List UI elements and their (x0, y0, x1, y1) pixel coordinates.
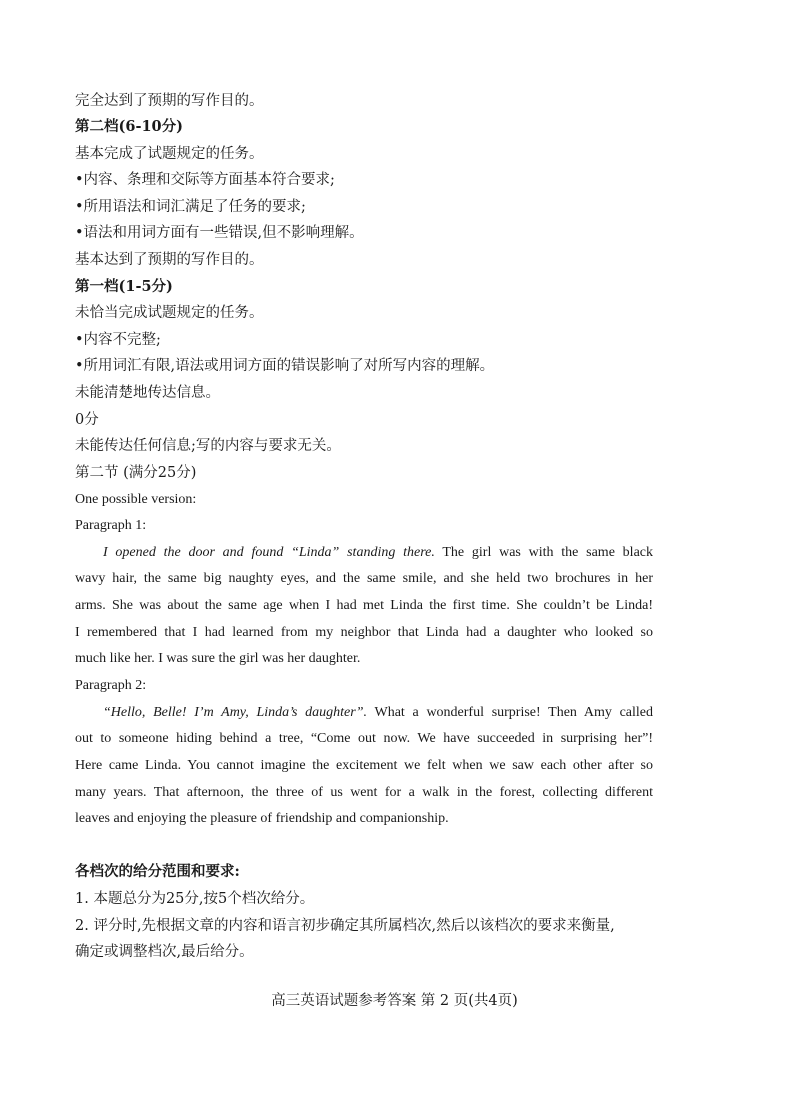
paragraph-2-line: “Hello, Belle! I’m Amy, Linda’s daughter”. What a wonderful surprise! Then Amy called (103, 705, 654, 720)
text-line: 未能清楚地传达信息。 (75, 385, 220, 401)
text-line: 基本达到了预期的写作目的。 (75, 252, 264, 268)
paragraph-2-line: Here came Linda. You cannot imagine the excitement we felt when we saw each other after so (75, 758, 653, 773)
scoring-heading: 各档次的给分范围和要求: (75, 863, 240, 880)
paragraph-2-label: Paragraph 2: (75, 678, 147, 693)
text-line: 基本完成了试题规定的任务。 (75, 146, 264, 162)
paragraph-2-line: many years. That afternoon, the three of us went for a walk in the forest, collecting different (75, 785, 653, 800)
paragraph-1-line: much like her. I was sure the girl was her daughter. (75, 651, 361, 666)
bullet-item: •内容不完整; (75, 332, 161, 348)
paragraph-1-label: Paragraph 1: (75, 518, 147, 533)
section-heading-tier-2: 第二档(6-10分) (75, 118, 184, 135)
version-label: One possible version: (75, 492, 197, 507)
bullet-item: •所用语法和词汇满足了任务的要求; (75, 199, 306, 215)
section-heading-tier-1: 第一档(1-5分) (75, 278, 173, 295)
bullet-item: •所用词汇有限,语法或用词方面的错误影响了对所写内容的理解。 (75, 358, 495, 374)
paragraph-2-line: leaves and enjoying the pleasure of friendship and companionship. (75, 811, 449, 826)
text-line: 完全达到了预期的写作目的。 (75, 93, 264, 109)
paragraph-1-line: arms. She was about the same age when I had met Linda the first time. She couldn’t be Linda! (75, 598, 653, 613)
paragraph-1-line: wavy hair, the same big naughty eyes, and the same smile, and she held two brochures in her (75, 571, 653, 586)
text-line: 未能传达任何信息;写的内容与要求无关。 (75, 438, 341, 454)
italic-opening: “Hello, Belle! I’m Amy, Linda’s daughter”. (103, 705, 368, 720)
bullet-item: •语法和用词方面有一些错误,但不影响理解。 (75, 225, 364, 241)
paragraph-1-line: I opened the door and found “Linda” standing there. The girl was with the same black (103, 545, 653, 560)
scoring-rule: 2. 评分时,先根据文章的内容和语言初步确定其所属档次,然后以该档次的要求来衡量, (75, 918, 615, 934)
scoring-rule: 1. 本题总分为25分,按5个档次给分。 (75, 891, 315, 907)
text-line: 未恰当完成试题规定的任务。 (75, 305, 264, 321)
section-heading-part-2: 第二节 (满分25分) (75, 465, 197, 481)
paragraph-1-line: I remembered that I had learned from my neighbor that Linda had a daughter who looked so (75, 625, 653, 640)
score-zero-heading: 0分 (75, 412, 99, 428)
paragraph-2-line: out to someone hiding behind a tree, “Come out now. We have succeeded in surprising her”! (75, 731, 653, 746)
page-footer: 高三英语试题参考答案 第 2 页(共4页) (271, 993, 518, 1009)
scoring-rule-continued: 确定或调整档次,最后给分。 (75, 944, 254, 960)
italic-opening: I opened the door and found “Linda” standing there. (103, 545, 435, 560)
bullet-item: •内容、条理和交际等方面基本符合要求; (75, 172, 335, 188)
